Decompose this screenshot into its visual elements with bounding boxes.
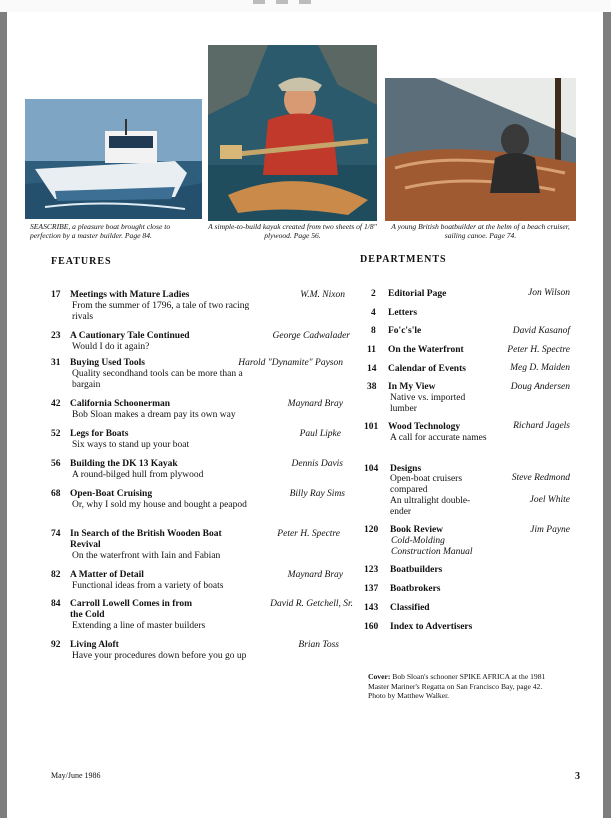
department-title: Boatbrokers bbox=[390, 584, 441, 594]
feature-page-number: 68 bbox=[51, 489, 61, 499]
feature-page-number: 92 bbox=[51, 640, 61, 650]
department-description: An ultralight double-ender bbox=[390, 496, 471, 517]
feature-author: Peter H. Spectre bbox=[277, 529, 340, 539]
cover-text: Bob Sloan's schooner SPIKE AFRICA at the 1981 Master Mariner's Regatta on San Francisco Bay, page 42. Photo by Matthew Walker. bbox=[368, 672, 546, 701]
feature-author: Harold "Dynamite" Payson bbox=[238, 358, 343, 368]
department-title: Book Review bbox=[390, 525, 444, 535]
feature-author: Brian Toss bbox=[298, 640, 339, 650]
top-tick bbox=[253, 0, 265, 4]
department-page-number: 2 bbox=[371, 289, 376, 299]
department-title: In My View bbox=[388, 382, 436, 392]
canoe-photo-caption: A young British boatbuilder at the helm of a beach cruiser, sailing canoe. Page 74. bbox=[391, 222, 570, 240]
feature-page-number: 31 bbox=[51, 358, 61, 368]
department-author: Jon Wilson bbox=[528, 288, 570, 298]
feature-author: W.M. Nixon bbox=[300, 290, 345, 300]
feature-page-number: 17 bbox=[51, 290, 61, 300]
department-description: A call for accurate names bbox=[390, 433, 487, 443]
feature-description: From the summer of 1796, a tale of two racing rivals bbox=[72, 301, 250, 322]
department-page-number: 4 bbox=[371, 308, 376, 318]
department-page-number: 38 bbox=[367, 382, 377, 392]
feature-title: Meetings with Mature Ladies bbox=[70, 290, 190, 300]
feature-description: Would I do it again? bbox=[72, 342, 150, 352]
feature-author: George Cadwalader bbox=[272, 331, 350, 341]
department-author: Joel White bbox=[529, 495, 570, 505]
department-author: Jim Payne bbox=[530, 525, 570, 535]
feature-title: Open-Boat Cruising bbox=[70, 489, 153, 499]
department-title: Index to Advertisers bbox=[390, 622, 473, 632]
feature-title: Carroll Lowell Comes in from the Cold bbox=[70, 599, 193, 620]
department-title: Letters bbox=[388, 308, 418, 318]
kayak-photo-caption: A simple-to-build kayak created from two sheets of 1/8" plywood. Page 56. bbox=[208, 222, 377, 240]
department-author: Richard Jagels bbox=[513, 421, 570, 431]
feature-title: A Matter of Detail bbox=[70, 570, 144, 580]
feature-description: Or, why I sold my house and bought a peapod bbox=[72, 500, 247, 510]
department-page-number: 123 bbox=[364, 565, 379, 575]
boat-photo-caption: SEASCRIBE, a pleasure boat brought close to perfection by a master builder. Page 84. bbox=[30, 222, 171, 240]
department-page-number: 101 bbox=[364, 422, 379, 432]
feature-description: Functional ideas from a variety of boats bbox=[72, 581, 224, 591]
feature-page-number: 52 bbox=[51, 429, 61, 439]
department-author: David Kasanof bbox=[512, 326, 570, 336]
features-heading: FEATURES bbox=[51, 256, 112, 267]
department-page-number: 104 bbox=[364, 464, 379, 474]
feature-description: Bob Sloan makes a dream pay its own way bbox=[72, 410, 236, 420]
feature-author: Billy Ray Sims bbox=[289, 489, 345, 499]
issue-date: May/June 1986 bbox=[51, 771, 101, 780]
feature-author: Maynard Bray bbox=[287, 570, 343, 580]
feature-description: Extending a line of master builders bbox=[72, 621, 206, 631]
feature-title: California Schoonerman bbox=[70, 399, 171, 409]
top-tick bbox=[276, 0, 288, 4]
department-title: Classified bbox=[390, 603, 430, 613]
feature-page-number: 23 bbox=[51, 331, 61, 341]
canoe-photo bbox=[385, 78, 576, 221]
feature-description: On the waterfront with Iain and Fabian bbox=[72, 551, 221, 561]
feature-page-number: 56 bbox=[51, 459, 61, 469]
cover-note bbox=[368, 672, 553, 701]
top-tick bbox=[299, 0, 311, 4]
feature-title: A Cautionary Tale Continued bbox=[70, 331, 190, 341]
department-page-number: 143 bbox=[364, 603, 379, 613]
department-description: Cold-Molding Construction Manual bbox=[391, 536, 473, 557]
department-author: Steve Redmond bbox=[511, 473, 570, 483]
department-author: Meg D. Maiden bbox=[510, 363, 570, 373]
department-title: On the Waterfront bbox=[388, 345, 464, 355]
magazine-page bbox=[7, 12, 603, 818]
department-description: Native vs. imported lumber bbox=[390, 393, 466, 414]
feature-title: Buying Used Tools bbox=[70, 358, 145, 368]
department-title: Designs bbox=[390, 464, 422, 474]
page-number: 3 bbox=[575, 771, 580, 782]
department-title: Calendar of Events bbox=[388, 364, 466, 374]
feature-page-number: 84 bbox=[51, 599, 61, 609]
department-page-number: 14 bbox=[367, 364, 377, 374]
feature-title: Legs for Boats bbox=[70, 429, 129, 439]
department-page-number: 160 bbox=[364, 622, 379, 632]
feature-title: Building the DK 13 Kayak bbox=[70, 459, 178, 469]
department-author: Peter H. Spectre bbox=[507, 345, 570, 355]
feature-page-number: 42 bbox=[51, 399, 61, 409]
feature-author: David R. Getchell, Sr. bbox=[270, 599, 353, 609]
browser-top-strip bbox=[0, 0, 611, 12]
feature-description: A round-bilged hull from plywood bbox=[72, 470, 204, 480]
feature-title: Living Aloft bbox=[70, 640, 119, 650]
department-page-number: 8 bbox=[371, 326, 376, 336]
feature-author: Maynard Bray bbox=[287, 399, 343, 409]
department-author: Doug Andersen bbox=[510, 382, 570, 392]
department-page-number: 137 bbox=[364, 584, 379, 594]
feature-page-number: 82 bbox=[51, 570, 61, 580]
feature-description: Have your procedures down before you go up bbox=[72, 651, 247, 661]
feature-description: Quality secondhand tools can be more than a bargain bbox=[72, 369, 243, 390]
department-page-number: 11 bbox=[367, 345, 376, 355]
kayak-photo bbox=[208, 45, 377, 221]
department-title: Fo'c's'le bbox=[388, 326, 422, 336]
boat-photo bbox=[25, 99, 202, 219]
feature-author: Paul Lipke bbox=[299, 429, 341, 439]
department-title: Editorial Page bbox=[388, 289, 447, 299]
cover-label: Cover: bbox=[368, 672, 391, 681]
feature-title: In Search of the British Wooden Boat Revival bbox=[70, 529, 222, 550]
feature-page-number: 74 bbox=[51, 529, 61, 539]
departments-heading: DEPARTMENTS bbox=[360, 254, 447, 265]
department-title: Wood Technology bbox=[388, 422, 461, 432]
department-description: Open-boat cruisers compared bbox=[390, 474, 463, 495]
feature-author: Dennis Davis bbox=[291, 459, 343, 469]
department-title: Boatbuilders bbox=[390, 565, 443, 575]
department-page-number: 120 bbox=[364, 525, 379, 535]
feature-description: Six ways to stand up your boat bbox=[72, 440, 190, 450]
